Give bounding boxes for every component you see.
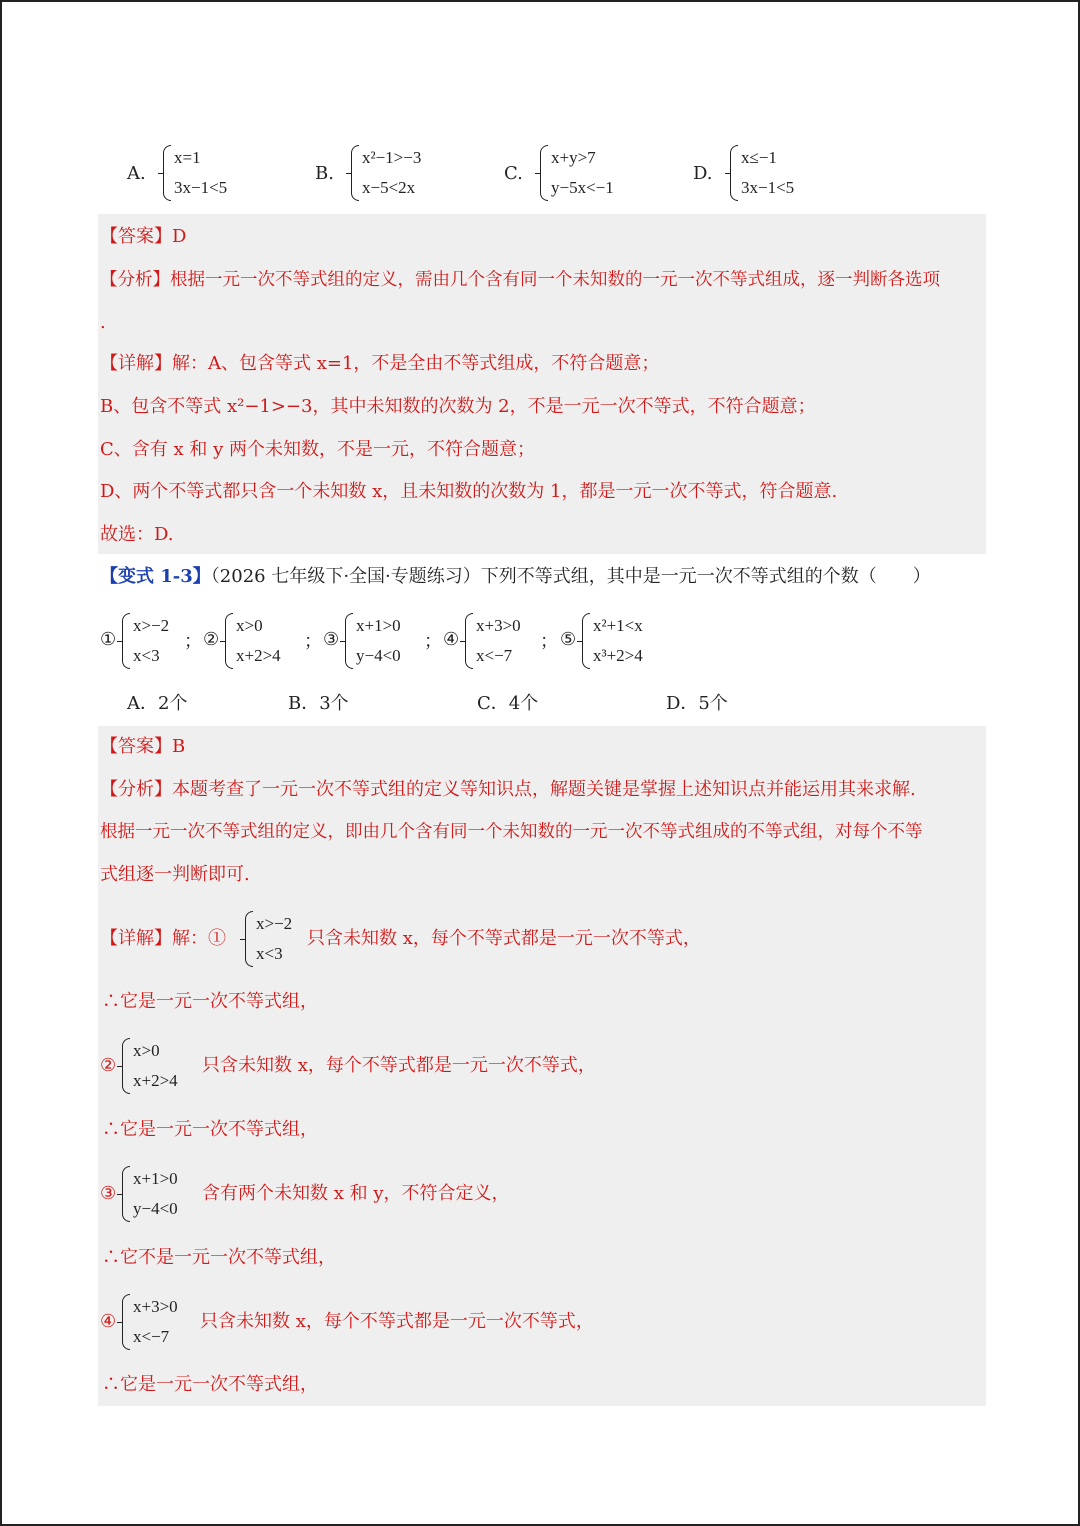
brace-icon xyxy=(225,613,233,669)
q1-option-d-label: D. xyxy=(693,163,713,184)
answer-tag: 【答案】 xyxy=(100,736,172,757)
detail-tag: 【详解】 xyxy=(100,928,172,949)
system-number: ⑤ xyxy=(560,629,577,650)
equation-line: x>0 xyxy=(133,1041,160,1060)
equation-line: x>−2 xyxy=(256,914,293,933)
detail-conclusion-2: ∴它是一元一次不等式组， xyxy=(102,1119,318,1140)
q1-detail-c: C、含有 x 和 y 两个未知数，不是一元，不符合题意； xyxy=(100,439,535,460)
q2-detail-tag xyxy=(100,927,226,951)
equation-line: x³+2>4 xyxy=(593,646,643,665)
equation-line: x=1 xyxy=(174,148,201,167)
equation-line: x<3 xyxy=(133,646,160,665)
detail-system-1 xyxy=(245,911,292,967)
q2-system-3 xyxy=(345,613,401,669)
q2-system-4 xyxy=(465,613,521,669)
q1-option-b-label: B. xyxy=(315,163,334,184)
detail-number-4: ④ xyxy=(100,1311,117,1332)
detail-prefix: 解：① xyxy=(172,928,226,949)
brace-icon xyxy=(122,1166,130,1222)
equation-line: x<−7 xyxy=(133,1327,170,1346)
analysis-text: 根据一元一次不等式组的定义，需由几个含有同一个未知数的一元一次不等式组成，逐一判断各选项 xyxy=(170,270,940,290)
q2-option-a: A．2个 xyxy=(127,693,188,714)
brace-icon xyxy=(122,1038,130,1094)
q2-system-2 xyxy=(225,613,281,669)
brace-icon xyxy=(122,613,130,669)
detail-tag: 【详解】 xyxy=(100,353,172,374)
brace-icon xyxy=(582,613,590,669)
answer-value: B xyxy=(172,736,186,757)
equation-line: x+y>7 xyxy=(551,148,596,167)
system-separator: ； xyxy=(540,631,558,652)
system-number: ③ xyxy=(323,629,340,650)
detail-system-2 xyxy=(122,1038,178,1094)
equation-line: x<3 xyxy=(256,944,283,963)
equation-line: y−4<0 xyxy=(133,1199,178,1218)
detail-system-3 xyxy=(122,1166,178,1222)
q1-option-c-system xyxy=(540,145,614,201)
detail-system-4 xyxy=(122,1294,178,1350)
equation-line: x+1>0 xyxy=(133,1169,178,1188)
detail-conclusion-3: ∴它不是一元一次不等式组， xyxy=(102,1247,336,1268)
brace-icon xyxy=(540,145,548,201)
q1-option-b-system xyxy=(351,145,421,201)
q2-system-1 xyxy=(122,613,169,669)
detail-text-3: 含有两个未知数 x 和 y，不符合定义， xyxy=(202,1183,510,1204)
detail-text-1: 只含未知数 x，每个不等式都是一元一次不等式， xyxy=(307,928,701,949)
q2-analysis-line-2: 根据一元一次不等式组的定义，即由几个含有同一个未知数的一元一次不等式组成的不等式组，对每个不等 xyxy=(100,822,923,842)
equation-line: x²+1<x xyxy=(593,616,643,635)
equation-line: x≤−1 xyxy=(741,148,777,167)
q1-option-c-label: C. xyxy=(504,163,523,184)
q1-detail-a xyxy=(100,352,659,376)
answer-tag: 【答案】 xyxy=(100,226,172,247)
system-separator: ； xyxy=(184,631,202,652)
q2-option-d: D．5个 xyxy=(666,693,728,714)
equation-line: x+2>4 xyxy=(133,1071,178,1090)
system-number: ① xyxy=(100,629,117,650)
detail-text-4: 只含未知数 x，每个不等式都是一元一次不等式， xyxy=(200,1311,594,1332)
detail-conclusion-1: ∴它是一元一次不等式组， xyxy=(102,991,318,1012)
equation-line: x>−2 xyxy=(133,616,170,635)
detail-number-3: ③ xyxy=(100,1183,117,1204)
q2-option-c: C．4个 xyxy=(477,693,539,714)
equation-line: x+3>0 xyxy=(476,616,521,635)
equation-line: x²−1>−3 xyxy=(362,148,422,167)
brace-icon xyxy=(122,1294,130,1350)
equation-line: y−4<0 xyxy=(356,646,401,665)
q2-source: （2026 七年级下·全国·专题练习）下列不等式组，其中是一元一次不等式组的个数（ ） xyxy=(210,566,931,587)
q1-option-a-label: A. xyxy=(127,163,146,184)
q2-stem xyxy=(100,565,931,589)
q2-option-b: B．3个 xyxy=(288,693,349,714)
equation-line: 3x−1<5 xyxy=(741,178,795,197)
q1-analysis-dot: . xyxy=(100,312,106,333)
equation-line: x−5<2x xyxy=(362,178,416,197)
brace-icon xyxy=(730,145,738,201)
equation-line: x+1>0 xyxy=(356,616,401,635)
analysis-text: 本题考查了一元一次不等式组的定义等知识点，解题关键是掌握上述知识点并能运用其来求解. xyxy=(172,779,916,800)
q1-answer-line xyxy=(100,225,186,249)
brace-icon xyxy=(351,145,359,201)
detail-conclusion-4: ∴它是一元一次不等式组， xyxy=(102,1374,318,1395)
q1-detail-d: D、两个不等式都只含一个未知数 x，且未知数的次数为 1，都是一元一次不等式，符合题意. xyxy=(100,481,838,502)
brace-icon xyxy=(465,613,473,669)
q2-analysis-line-3: 式组逐一判断即可. xyxy=(100,864,250,885)
equation-line: x+2>4 xyxy=(236,646,281,665)
brace-icon xyxy=(163,145,171,201)
system-separator: ； xyxy=(424,631,442,652)
q1-detail-b: B、包含不等式 x²−1>−3，其中未知数的次数为 2，不是一元一次不等式，不符合题意； xyxy=(100,396,816,417)
answer-value: D xyxy=(172,226,187,247)
system-number: ④ xyxy=(443,629,460,650)
q1-analysis-line xyxy=(100,268,940,292)
q1-choice: 故选：D. xyxy=(100,524,174,545)
analysis-tag: 【分析】 xyxy=(100,779,172,800)
equation-line: x<−7 xyxy=(476,646,513,665)
brace-icon xyxy=(245,911,253,967)
analysis-tag: 【分析】 xyxy=(100,270,170,290)
equation-line: x+3>0 xyxy=(133,1297,178,1316)
detail-text-2: 只含未知数 x，每个不等式都是一元一次不等式， xyxy=(202,1055,596,1076)
system-number: ② xyxy=(203,629,220,650)
equation-line: x>0 xyxy=(236,616,263,635)
q2-answer-line xyxy=(100,735,185,759)
q1-option-d-system xyxy=(730,145,794,201)
variant-tag: 【变式 1-3】 xyxy=(100,566,211,587)
detail-number-2: ② xyxy=(100,1055,117,1076)
equation-line: 3x−1<5 xyxy=(174,178,228,197)
q1-option-a-system xyxy=(163,145,227,201)
q2-analysis-line-1 xyxy=(100,778,916,802)
system-separator: ； xyxy=(304,631,322,652)
detail-text: 解：A、包含等式 x=1，不是全由不等式组成，不符合题意； xyxy=(172,353,660,374)
q2-system-5 xyxy=(582,613,643,669)
brace-icon xyxy=(345,613,353,669)
equation-line: y−5x<−1 xyxy=(551,178,614,197)
